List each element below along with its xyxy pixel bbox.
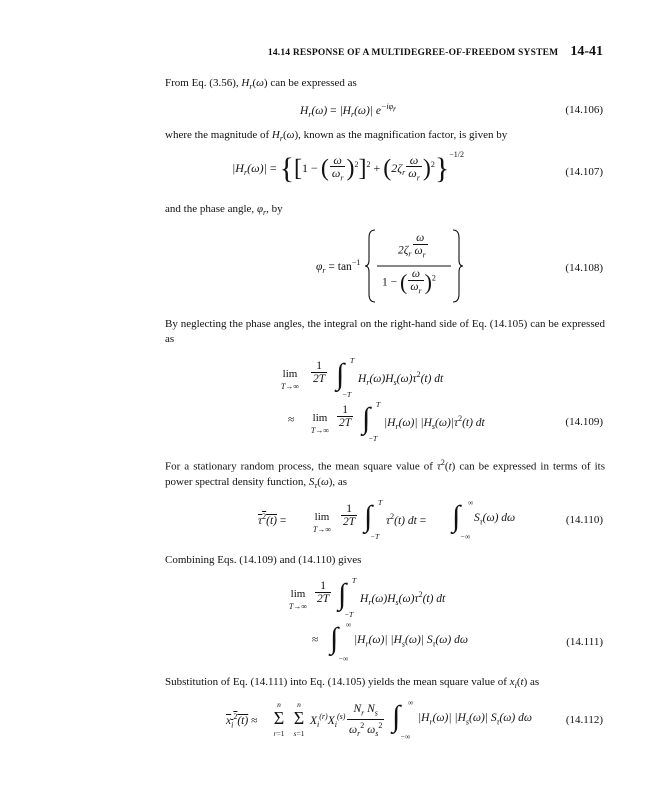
equation-14-108-lhs: $\varphi_r = \tan^{-1}$ [316,258,361,276]
eq110-integral-sign-1: ∫ [364,500,373,533]
eq112-sum-r: n Σ r=1 [273,700,285,738]
eq111-integral-sign-2: ∫ [330,622,339,655]
eq110-integral-sign-2: ∫ [452,500,461,533]
paragraph-2: where the magnitude of $H_r(\omega)$, known as the magnification factor, is given by [165,129,508,144]
eq112-modes: $X_i^{(r)}X_i^{(s)}$ [310,712,346,730]
eq109-fraction-1: $\frac{1}{2T}$ [313,360,326,385]
paragraph-6: Combining Eqs. (14.109) and (14.110) gives [165,554,362,566]
eq112-integral-sign: ∫ [392,700,401,733]
eq111-fraction: $\frac{1}{2T}$ [317,580,330,605]
eq111-limit: lim T→∞ [288,588,308,611]
eq110-mid: $\tau^2(t)$ dt = [386,512,427,527]
running-header [268,42,603,60]
eq111-integral-sign-1: ∫ [338,578,347,611]
equation-14-108-denominator: 1 − ( $\frac{\omega}{\omega_r}$ )$^2$ [382,268,436,296]
eq109-approx: ≈ [288,414,295,426]
equation-number-106: (14.106) [565,104,603,116]
header-section-title: 14.14 RESPONSE OF A MULTIDEGREE-OF-FREEDOM SYSTEM [267,48,559,58]
eq111-approx: ≈ [312,634,319,646]
eq109-limit-1: lim T→∞ [280,368,300,391]
equation-number-112: (14.112) [565,714,603,726]
eq111-integrand-2: $|H_r(\omega)|$ $|H_s(\omega)|$ $S_\tau(\omega)$ dω [354,634,468,649]
eq109-limit-2: lim T→∞ [310,412,330,435]
equation-14-107: $|H_r(\omega)| = \{[1$ − ( $\frac{\omega}{\omega_r}$ )$^2]^2 + (2\zeta_r$ $\frac{\omega}{\omega_r}$ )$^2$}$^{-1/2}$ [232,149,464,185]
eq111-integrand-1: $H_r(\omega)H_s(\omega)\tau^2(t)$ dt [360,590,446,608]
eq109-integral-sign-2: ∫ [362,402,371,435]
eq112-lhs: $x_i^2(t)$ ≈ [226,712,258,730]
eq109-integrand-1: $H_r(\omega)H_s(\omega)\tau^2(t)$ dt [358,370,444,388]
eq110-lhs: $\tau^2(t)$ = [258,512,287,527]
eq109-integral-sign-1: ∫ [336,358,345,391]
equation-number-109: (14.109) [565,416,603,428]
page-number: 14-41 [570,44,603,59]
eq112-fraction: $\frac{N_r N_s}{\omega_r^2 \omega_s^2}$ [349,703,383,739]
eq109-integrand-2: $|H_r(\omega)|$ $|H_s(\omega)|\tau^2(t)$ dt [384,414,485,432]
equation-number-111: (14.111) [566,636,603,648]
eq110-limit: lim T→∞ [312,511,332,534]
eq112-sum-s: n Σ s=1 [293,700,305,738]
eq112-integrand: $|H_r(\omega)|$ $|H_s(\omega)|$ $S_\tau(\omega)$ dω [418,712,532,727]
paragraph-4: By neglecting the phase angles, the integral on the right-hand side of Eq. (14.105) can be expressed as [165,318,605,345]
equation-number-110: (14.110) [565,514,603,526]
paragraph-7: Substitution of Eq. (14.111) into Eq. (14.105) yields the mean square value of $x_i(t)$ as [165,676,540,691]
equation-number-108: (14.108) [565,262,603,274]
equation-14-108-numerator: $2\zeta_r$ $\frac{\omega}{\omega_r}$ [398,232,426,260]
eq110-rhs: $S_\tau(\omega)$ dω [474,512,516,527]
paragraph-1: From Eq. (3.56), $H_r(\omega)$ can be expressed as [165,77,357,92]
paragraph-5: For a stationary random process, the mean square value of $\tau^2(t)$ can be expressed in terms of its power spectral density function, $S_\tau(\omega)$, as [165,458,605,490]
equation-number-107: (14.107) [565,166,603,178]
paragraph-3: and the phase angle, $\varphi_r$, by [165,203,283,218]
eq109-fraction-2: $\frac{1}{2T}$ [339,404,352,429]
eq110-fraction: $\frac{1}{2T}$ [343,503,356,528]
equation-14-106: $H_r(\omega) = |H_r(\omega)|$ $e^{-i\varphi_r}$ [300,102,397,120]
